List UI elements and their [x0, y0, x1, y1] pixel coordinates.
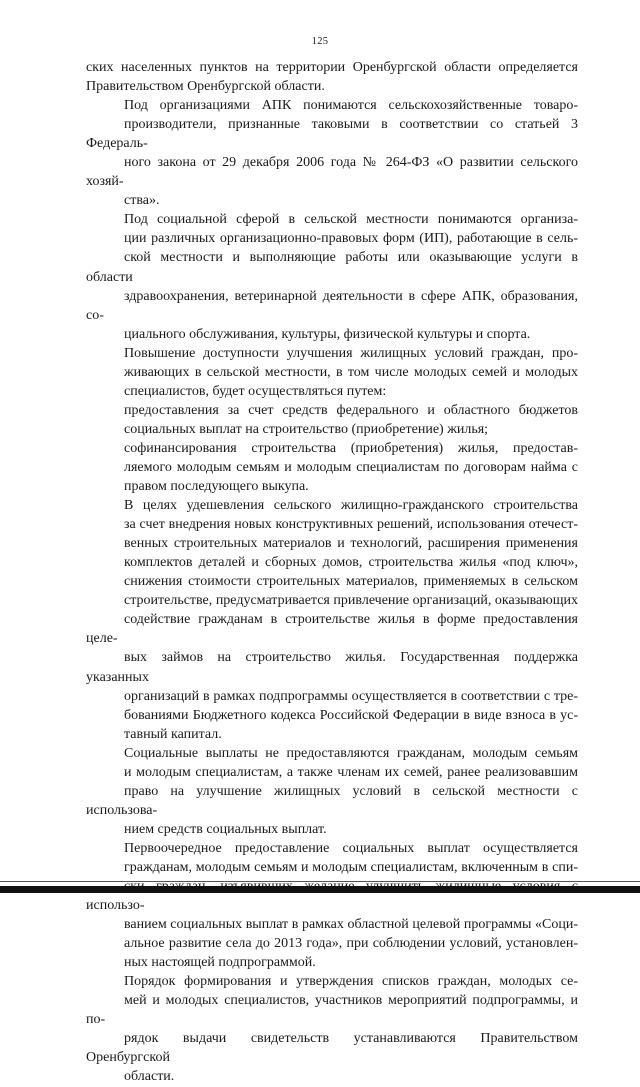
text-line: Повышение доступности улучшения жилищных условий граждан, про- — [124, 345, 578, 361]
text-line: Порядок формирования и утверждения списков граждан, молодых се- — [124, 974, 578, 990]
paragraph — [86, 496, 578, 744]
text-line: правом последующего выкупа. — [124, 479, 309, 495]
text-line: социальных выплат на строительство (приобретение) жилья; — [124, 421, 489, 437]
text-line: за счет внедрения новых конструктивных решений, использования отечест- — [124, 517, 578, 533]
paragraph — [86, 744, 578, 839]
paragraph — [86, 401, 578, 439]
text-line: использо- — [86, 898, 145, 914]
text-line: Социальные выплаты не предоставляются гражданам, молодым семьям — [124, 745, 578, 761]
paragraph — [86, 344, 578, 401]
text-line: снижения стоимости строительных материалов, применяемых в сельском — [124, 574, 578, 590]
text-line: тавный капитал. — [124, 726, 222, 742]
text-line: Первоочередное предоставление социальных выплат осуществляется — [124, 840, 578, 856]
text-line: В целях удешевления сельского жилищно-гражданского строительства — [124, 498, 578, 514]
text-line: специалистов, будет осуществляться путем: — [124, 383, 387, 399]
text-line: предоставления за счет средств федерального и областного бюджетов — [124, 402, 578, 418]
text-line: организаций в рамках подпрограммы осуществляется в соответствии с тре- — [124, 688, 578, 704]
text-line: области. — [124, 1069, 175, 1085]
text-line: альное развитие села до 2013 года», при соблюдении условий, установлен- — [124, 936, 578, 952]
paragraph — [86, 210, 578, 343]
text-line: здравоохранения, ветеринарной деятельности в сфере АПК, образования, со- — [86, 288, 578, 323]
text-line: вых займов на строительство жилья. Государственная поддержка указанных — [86, 650, 578, 685]
text-line: ции различных организационно-правовых форм (ИП), работающие в сель- — [124, 231, 578, 247]
text-line: циального обслуживания, культуры, физической культуры и спорта. — [124, 326, 531, 342]
text-line: строительстве, предусматривается привлечение организаций, оказывающих — [124, 593, 578, 609]
text-line: живающих в сельской местности, в том числе молодых семей и молодых — [124, 364, 578, 380]
bottom-rule — [0, 886, 640, 893]
text-line: комплектов деталей и сборных домов, строительства жилья «под ключ», — [124, 555, 578, 571]
text-line: и молодым специалистам, а также членам их семей, ранее реализовавшим — [124, 764, 578, 780]
text-line: ванием социальных выплат в рамках областной целевой программы «Соци- — [124, 917, 578, 933]
text-line: бованиями Бюджетного кодекса Российской Федерации в виде взноса в ус- — [124, 707, 578, 723]
text-line: ской местности и выполняющие работы или оказывающие услуги в области — [86, 250, 578, 285]
paragraph — [86, 58, 578, 96]
text-line: мей и молодых специалистов, участников мероприятий подпрограммы, и по- — [86, 993, 578, 1028]
text-line: ляемого молодым семьям и молодым специалистам по договорам найма с — [124, 459, 578, 475]
text-line: ных настоящей подпрограммой. — [124, 955, 316, 971]
text-line: нием средств социальных выплат. — [124, 821, 327, 837]
bottom-rule-thin — [0, 881, 640, 882]
text-line: ских населенных пунктов на территории Оренбургской области определяется — [86, 60, 578, 75]
text-line: Под социальной сферой в сельской местности понимаются организа- — [124, 212, 578, 228]
page-number: 125 — [311, 36, 329, 47]
paragraph — [86, 439, 578, 496]
text-line: право на улучшение жилищных условий в сельской местности с использова- — [86, 783, 578, 818]
text-line: софинансирования строительства (приобретения) жилья, предостав- — [124, 440, 578, 456]
paragraph — [86, 839, 578, 972]
text-line: рядок выдачи свидетельств устанавливаются Правительством Оренбургской — [86, 1031, 578, 1066]
text-line: гражданам, молодым семьям и молодым специалистам, включенным в спи- — [124, 859, 578, 875]
text-line: содействие гражданам в строительстве жилья в форме предоставления целе- — [86, 612, 578, 647]
text-line: ного закона от 29 декабря 2006 года № 264-ФЗ «О развитии сельского хозяй- — [86, 155, 578, 190]
text-line: ства». — [124, 193, 160, 209]
paragraph — [86, 972, 578, 1086]
text-line: Правительством Оренбургской области. — [86, 79, 325, 95]
text-line: венных строительных материалов и технологий, расширения применения — [124, 536, 578, 552]
text-line: Под организациями АПК понимаются сельскохозяйственные товаро- — [124, 98, 578, 114]
text-line: производители, признанные таковыми в соответствии со статьей 3 Федераль- — [86, 117, 578, 152]
document-body — [86, 58, 578, 1087]
paragraph — [86, 96, 578, 210]
